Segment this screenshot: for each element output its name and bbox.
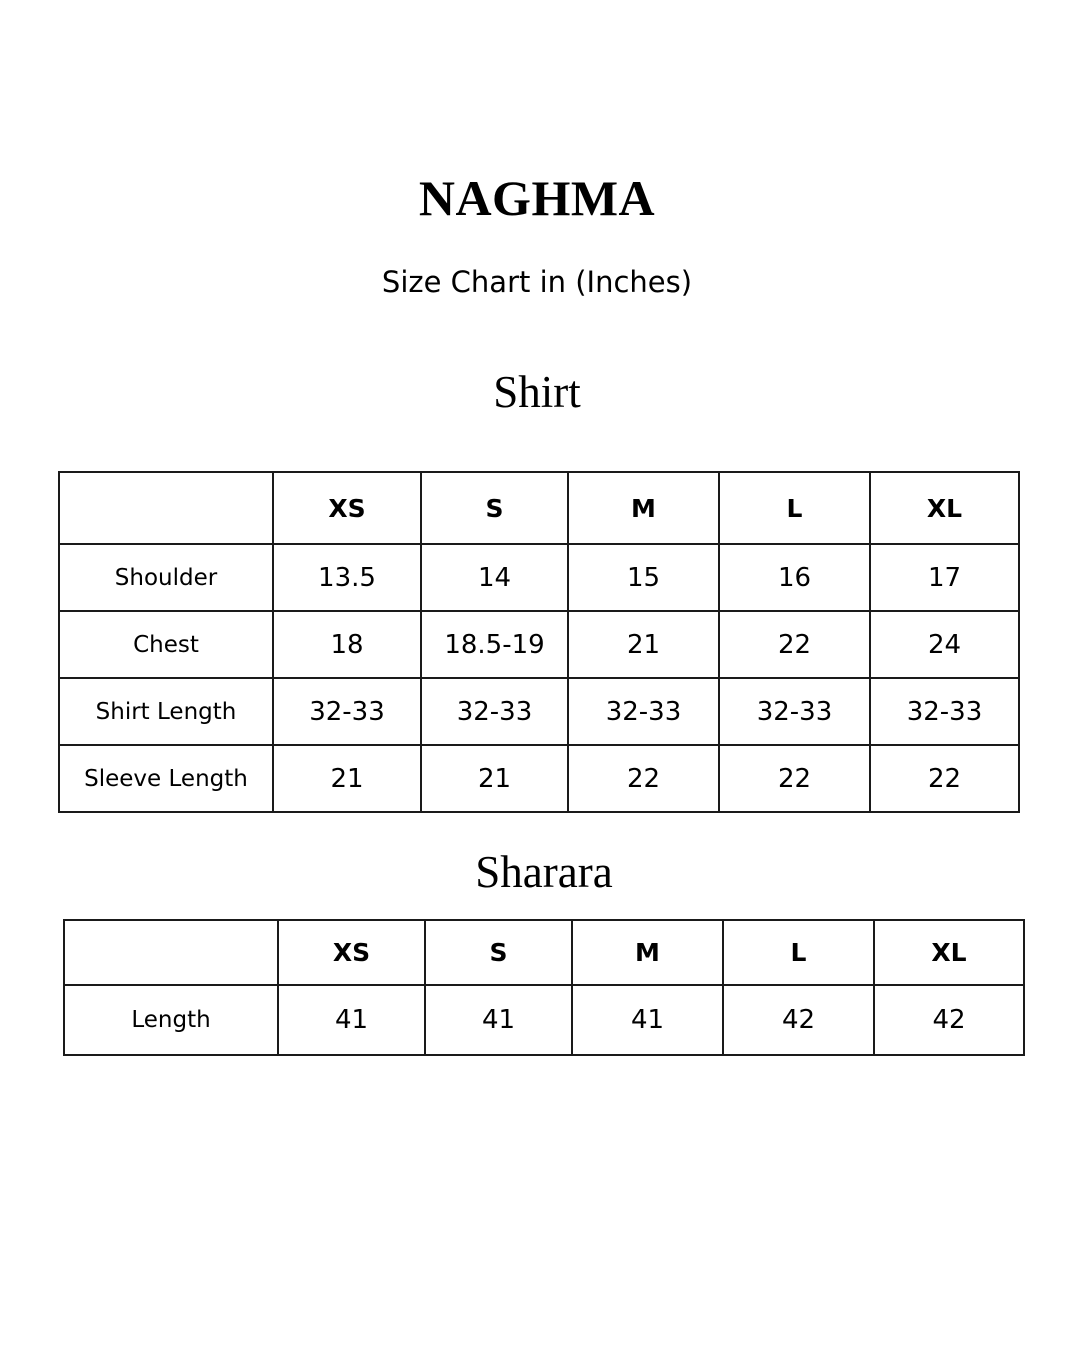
table-cell: 32-33 [273,678,421,745]
table-cell: 14 [421,544,568,611]
table-cell: 24 [870,611,1019,678]
table-cell: 15 [568,544,719,611]
row-label-chest: Chest [59,611,273,678]
shirt-size-header-l: L [719,472,870,544]
table-cell: 42 [874,985,1024,1055]
shirt-size-header-s: S [421,472,568,544]
table-cell: 21 [421,745,568,812]
table-row [59,745,1019,812]
table-cell: 18 [273,611,421,678]
table-cell: 16 [719,544,870,611]
row-label-shirt-length: Shirt Length [59,678,273,745]
shirt-header-empty-cell [59,472,273,544]
sharara-header-row [64,920,1024,985]
shirt-section-title: Shirt [493,367,581,417]
sharara-size-header-l: L [723,920,874,985]
table-cell: 41 [572,985,723,1055]
table-cell: 32-33 [719,678,870,745]
row-label-sleeve-length: Sleeve Length [59,745,273,812]
table-cell: 41 [278,985,425,1055]
table-cell: 22 [719,611,870,678]
shirt-size-header-xs: XS [273,472,421,544]
table-cell: 22 [719,745,870,812]
sharara-size-header-xs: XS [278,920,425,985]
table-cell: 32-33 [568,678,719,745]
size-chart-subtitle: Size Chart in (Inches) [381,265,693,299]
table-cell: 13.5 [273,544,421,611]
sharara-size-header-xl: XL [874,920,1024,985]
sharara-size-table [63,919,1025,1056]
sharara-section-title: Sharara [475,847,613,897]
table-cell: 42 [723,985,874,1055]
shirt-size-header-m: M [568,472,719,544]
table-cell: 22 [568,745,719,812]
shirt-header-row [59,472,1019,544]
sharara-size-header-s: S [425,920,572,985]
table-cell: 21 [273,745,421,812]
table-cell: 18.5-19 [421,611,568,678]
table-cell: 22 [870,745,1019,812]
table-cell: 32-33 [421,678,568,745]
table-row [59,611,1019,678]
table-cell: 21 [568,611,719,678]
brand-title: NAGHMA [418,170,656,226]
table-row [64,985,1024,1055]
table-cell: 17 [870,544,1019,611]
table-row [59,544,1019,611]
row-label-length: Length [64,985,278,1055]
table-cell: 41 [425,985,572,1055]
table-row [59,678,1019,745]
sharara-header-empty-cell [64,920,278,985]
shirt-size-header-xl: XL [870,472,1019,544]
shirt-size-table [58,471,1020,813]
table-cell: 32-33 [870,678,1019,745]
row-label-shoulder: Shoulder [59,544,273,611]
sharara-size-header-m: M [572,920,723,985]
